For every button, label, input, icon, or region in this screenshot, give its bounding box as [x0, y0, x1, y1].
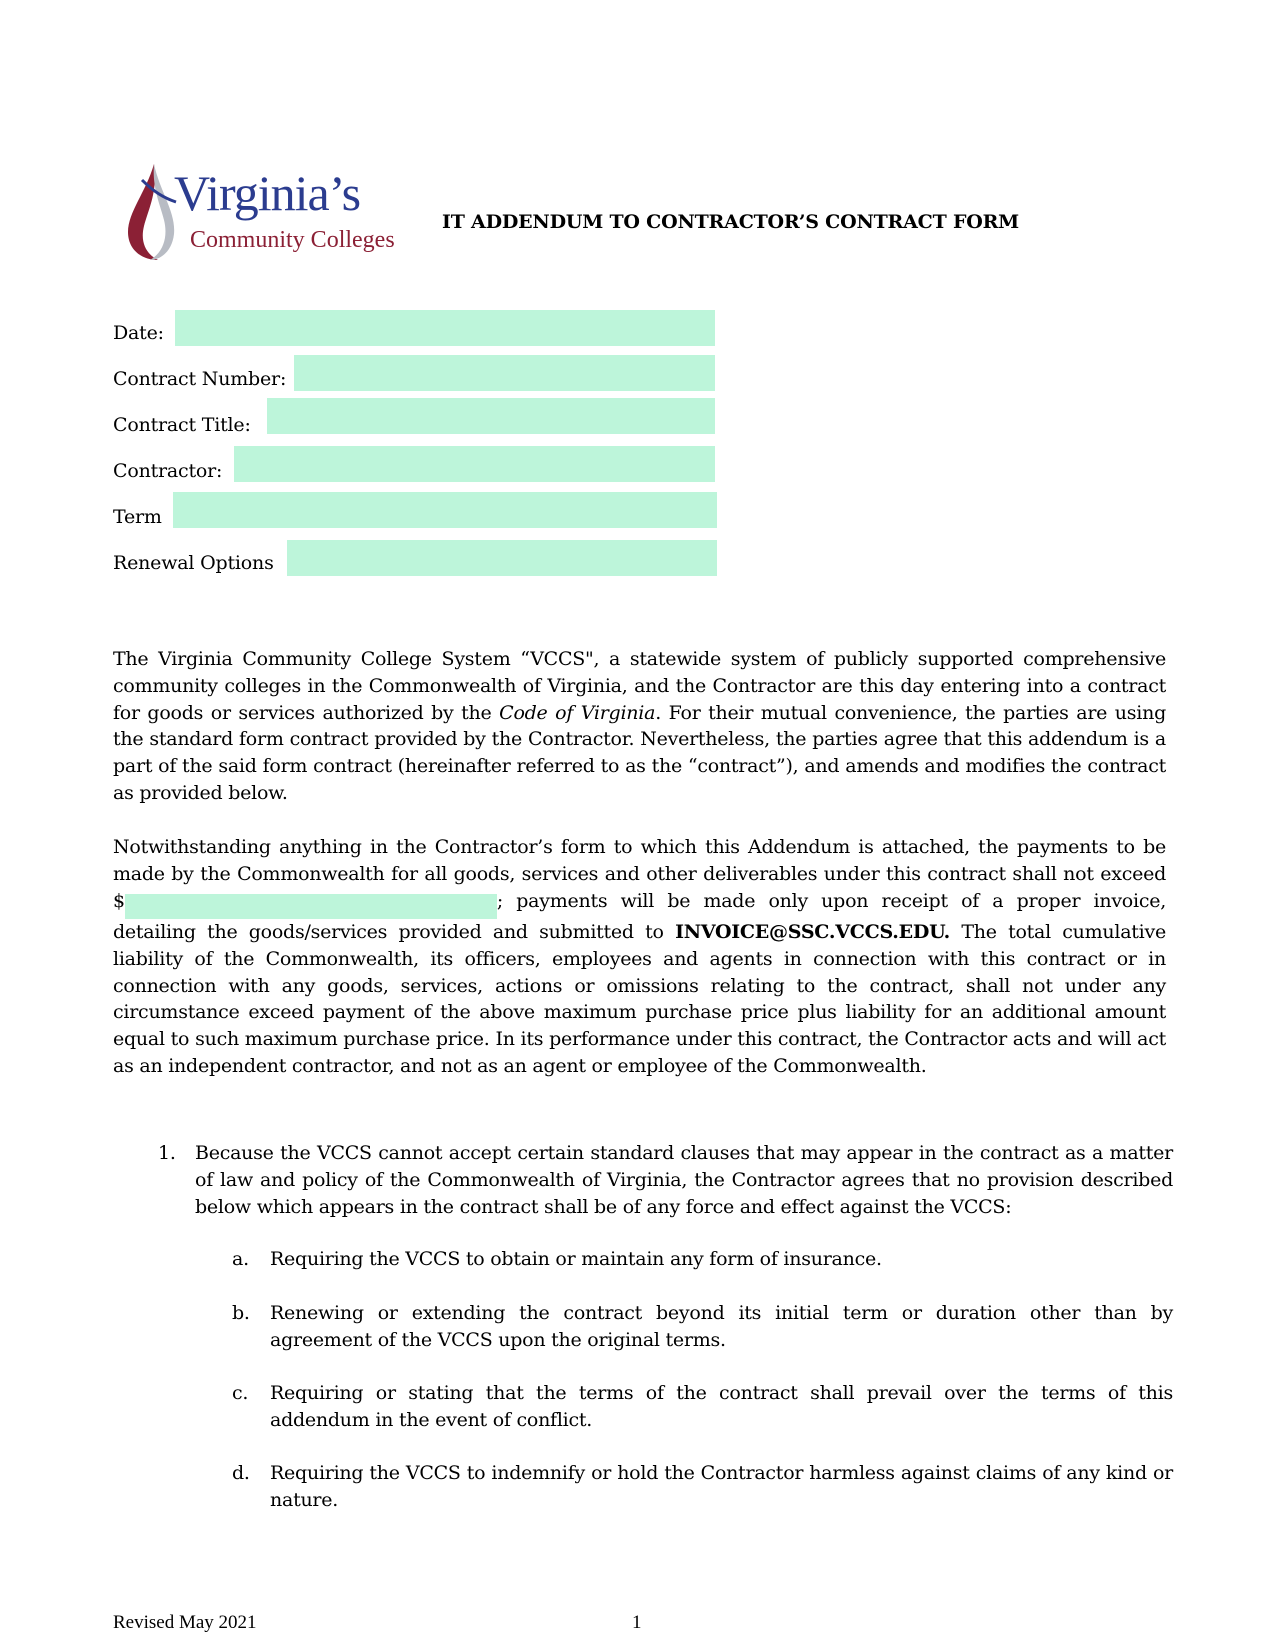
intro-paragraph — [113, 646, 1166, 807]
sub-item-text: Requiring or stating that the terms of the contract shall prevail over the terms of this addendum in the event of conflict. — [270, 1382, 1173, 1431]
term-field[interactable] — [173, 492, 717, 528]
contract-title-label: Contract Title: — [113, 414, 251, 436]
logo-wordmark: Virginia’s — [174, 165, 361, 221]
sub-item-letter: d. — [232, 1462, 250, 1484]
list-number: 1. — [158, 1142, 176, 1164]
contractor-label: Contractor: — [113, 460, 223, 482]
date-field[interactable] — [175, 310, 715, 346]
payment-paragraph — [113, 834, 1166, 1080]
document-title: IT ADDENDUM TO CONTRACTOR’S CONTRACT FORM — [442, 211, 1020, 233]
sub-item-letter: c. — [232, 1382, 249, 1404]
term-label: Term — [113, 506, 162, 528]
vccs-logo — [124, 162, 396, 262]
logo-subtitle: Community Colleges — [190, 227, 395, 253]
sub-item-text: Requiring the VCCS to obtain or maintain any form of insurance. — [270, 1248, 882, 1270]
date-label: Date: — [113, 322, 164, 344]
code-of-virginia: Code of Virginia — [499, 701, 656, 724]
max-amount-field[interactable] — [125, 894, 497, 919]
payment-text-c: The total cumulative liability of the Commonwealth, its officers, employees and agents in connection with this contract or in connection with any goods, services, actions or omissions relating to the contract, shall not under any circumstance exceed payment of the above maximum purchase price plus liability for an additional amount equal to such maximum purchase price. In its performance under this contract, the Contractor acts and will act as an independent contractor, and not as an agent or employee of the Commonwealth. — [113, 921, 1166, 1078]
sub-item-letter: b. — [232, 1302, 250, 1324]
intro-text-a: The Virginia Community College System “VCCS", a statewide system of publicly supported comprehensive community colleges in the Commonwealth of Virginia, and the Contractor are this day entering into a contract for goods or services authorized by the — [113, 648, 1166, 724]
contract-title-field[interactable] — [267, 398, 715, 434]
renewal-options-label: Renewal Options — [113, 552, 274, 574]
sub-item-letter: a. — [232, 1248, 249, 1270]
sub-item-text: Requiring the VCCS to indemnify or hold the Contractor harmless against claims of any kind or nature. — [270, 1462, 1173, 1511]
contract-number-label: Contract Number: — [113, 368, 287, 390]
payment-text-b: ; payments will be made only upon receipt of a proper invoice, detailing the goods/services provided and submitted to — [113, 889, 1166, 944]
intro-text-b: . For their mutual convenience, the parties are using the standard form contract provided by the Contractor. Nevertheless, the parties agree that this addendum is a part of the said form contract (hereinafter referred to as the “contract”), and amends and modifies the contract as provided below. — [113, 701, 1166, 804]
revision-note: Revised May 2021 — [113, 1612, 257, 1633]
payment-text-a: Notwithstanding anything in the Contractor’s form to which this Addendum is attached, the payments to be made by the Commonwealth for all goods, services and other deliverables under this contract shall not exceed $ — [113, 836, 1166, 912]
page-number: 1 — [632, 1612, 642, 1633]
renewal-options-field[interactable] — [287, 540, 717, 576]
list-text: Because the VCCS cannot accept certain standard clauses that may appear in the contract as a matter of law and policy of the Commonwealth of Virginia, the Contractor agrees that no provision described below which appears in the contract shall be of any force and effect against the VCCS: — [195, 1142, 1173, 1218]
invoice-email: INVOICE@SSC.VCCS.EDU. — [675, 921, 951, 944]
contractor-field[interactable] — [234, 446, 715, 482]
contract-number-field[interactable] — [294, 355, 715, 391]
sub-item-text: Renewing or extending the contract beyond its initial term or duration other than by agreement of the VCCS upon the original terms. — [270, 1302, 1173, 1351]
